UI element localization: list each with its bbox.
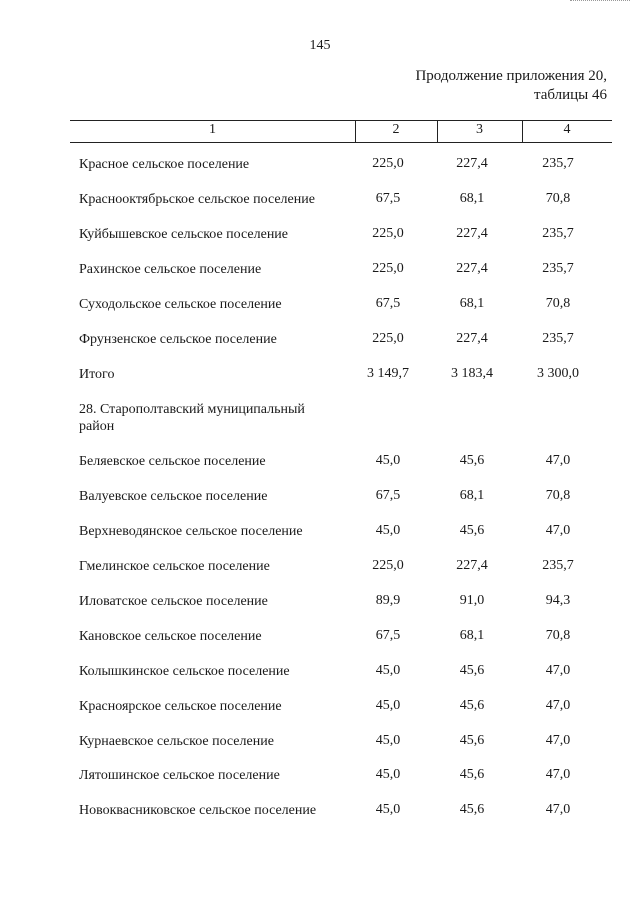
caption-line-2: таблицы 46 bbox=[533, 87, 607, 103]
cell-col-3: 68,1 bbox=[459, 488, 485, 503]
row-name: Итого bbox=[79, 367, 115, 382]
cell-col-2: 225,0 bbox=[372, 558, 404, 573]
row-name: Гмелинское сельское поселение bbox=[79, 559, 270, 574]
row-name: Колышкинское сельское поселение bbox=[79, 664, 290, 679]
cell-col-2: 45,0 bbox=[375, 523, 401, 538]
cell-col-3: 45,6 bbox=[459, 523, 485, 538]
column-header-1: 1 bbox=[209, 122, 216, 137]
header-rule-top bbox=[70, 120, 612, 121]
row-name: Валуевское сельское поселение bbox=[79, 489, 268, 504]
cell-col-4: 235,7 bbox=[542, 331, 574, 346]
row-name: Рахинское сельское поселение bbox=[79, 262, 262, 277]
cell-col-3: 45,6 bbox=[459, 733, 485, 748]
section-heading: 28. Старополтавский муниципальный район bbox=[79, 402, 305, 434]
cell-col-2: 3 149,7 bbox=[367, 366, 409, 381]
cell-col-3: 227,4 bbox=[456, 261, 488, 276]
cell-col-3: 91,0 bbox=[459, 593, 485, 608]
cell-col-2: 45,0 bbox=[375, 802, 401, 817]
cell-col-3: 227,4 bbox=[456, 156, 488, 171]
column-header-4: 4 bbox=[563, 122, 571, 137]
cell-col-2: 67,5 bbox=[375, 628, 401, 643]
cell-col-4: 47,0 bbox=[545, 767, 571, 782]
cell-col-2: 225,0 bbox=[372, 261, 404, 276]
cell-col-4: 70,8 bbox=[545, 488, 571, 503]
header-rule-bottom bbox=[70, 142, 612, 143]
cell-col-2: 89,9 bbox=[375, 593, 401, 608]
row-name: Новоквасниковское сельское поселение bbox=[79, 803, 317, 818]
cell-col-4: 47,0 bbox=[545, 663, 571, 678]
row-name: Куйбышевское сельское поселение bbox=[79, 227, 289, 242]
cell-col-2: 67,5 bbox=[375, 191, 401, 206]
cell-col-4: 70,8 bbox=[545, 628, 571, 643]
cell-col-3: 227,4 bbox=[456, 558, 488, 573]
cell-col-2: 225,0 bbox=[372, 331, 404, 346]
cell-col-3: 45,6 bbox=[459, 663, 485, 678]
corner-mark bbox=[570, 0, 630, 4]
cell-col-2: 45,0 bbox=[375, 453, 401, 468]
cell-col-4: 70,8 bbox=[545, 296, 571, 311]
cell-col-3: 3 183,4 bbox=[451, 366, 493, 381]
cell-col-4: 235,7 bbox=[542, 261, 574, 276]
cell-col-4: 94,3 bbox=[545, 593, 571, 608]
row-name: Беляевское сельское поселение bbox=[79, 454, 266, 469]
row-name: Красноярское сельское поселение bbox=[79, 699, 282, 714]
column-header-2: 2 bbox=[392, 122, 400, 137]
cell-col-2: 225,0 bbox=[372, 226, 404, 241]
cell-col-4: 235,7 bbox=[542, 226, 574, 241]
cell-col-3: 227,4 bbox=[456, 226, 488, 241]
cell-col-3: 45,6 bbox=[459, 453, 485, 468]
cell-col-2: 45,0 bbox=[375, 767, 401, 782]
cell-col-2: 45,0 bbox=[375, 733, 401, 748]
cell-col-3: 68,1 bbox=[459, 296, 485, 311]
page-number: 145 bbox=[309, 38, 331, 53]
cell-col-4: 3 300,0 bbox=[537, 366, 579, 381]
cell-col-4: 70,8 bbox=[545, 191, 571, 206]
cell-col-3: 45,6 bbox=[459, 698, 485, 713]
cell-col-2: 45,0 bbox=[375, 663, 401, 678]
cell-col-2: 45,0 bbox=[375, 698, 401, 713]
table-caption bbox=[415, 67, 607, 105]
row-name: Иловатское сельское поселение bbox=[79, 594, 268, 609]
row-name: Верхневодянское сельское поселение bbox=[79, 524, 303, 539]
cell-col-4: 235,7 bbox=[542, 156, 574, 171]
cell-col-2: 225,0 bbox=[372, 156, 404, 171]
cell-col-4: 47,0 bbox=[545, 698, 571, 713]
cell-col-2: 67,5 bbox=[375, 488, 401, 503]
cell-col-3: 68,1 bbox=[459, 191, 485, 206]
row-name: Краснооктябрьское сельское поселение bbox=[79, 192, 315, 207]
row-name: Суходольское сельское поселение bbox=[79, 297, 282, 312]
cell-col-3: 45,6 bbox=[459, 802, 485, 817]
row-name: Курнаевское сельское поселение bbox=[79, 734, 274, 749]
cell-col-4: 47,0 bbox=[545, 802, 571, 817]
cell-col-3: 227,4 bbox=[456, 331, 488, 346]
cell-col-3: 45,6 bbox=[459, 767, 485, 782]
row-name: Лятошинское сельское поселение bbox=[79, 768, 280, 783]
cell-col-4: 47,0 bbox=[545, 523, 571, 538]
cell-col-4: 47,0 bbox=[545, 733, 571, 748]
cell-col-2: 67,5 bbox=[375, 296, 401, 311]
row-name: Красное сельское поселение bbox=[79, 157, 250, 172]
cell-col-4: 235,7 bbox=[542, 558, 574, 573]
row-name: Фрунзенское сельское поселение bbox=[79, 332, 277, 347]
cell-col-4: 47,0 bbox=[545, 453, 571, 468]
row-name: Кановское сельское поселение bbox=[79, 629, 262, 644]
cell-col-3: 68,1 bbox=[459, 628, 485, 643]
column-header-3: 3 bbox=[476, 122, 483, 137]
caption-line-1: Продолжение приложения 20, bbox=[415, 68, 607, 84]
